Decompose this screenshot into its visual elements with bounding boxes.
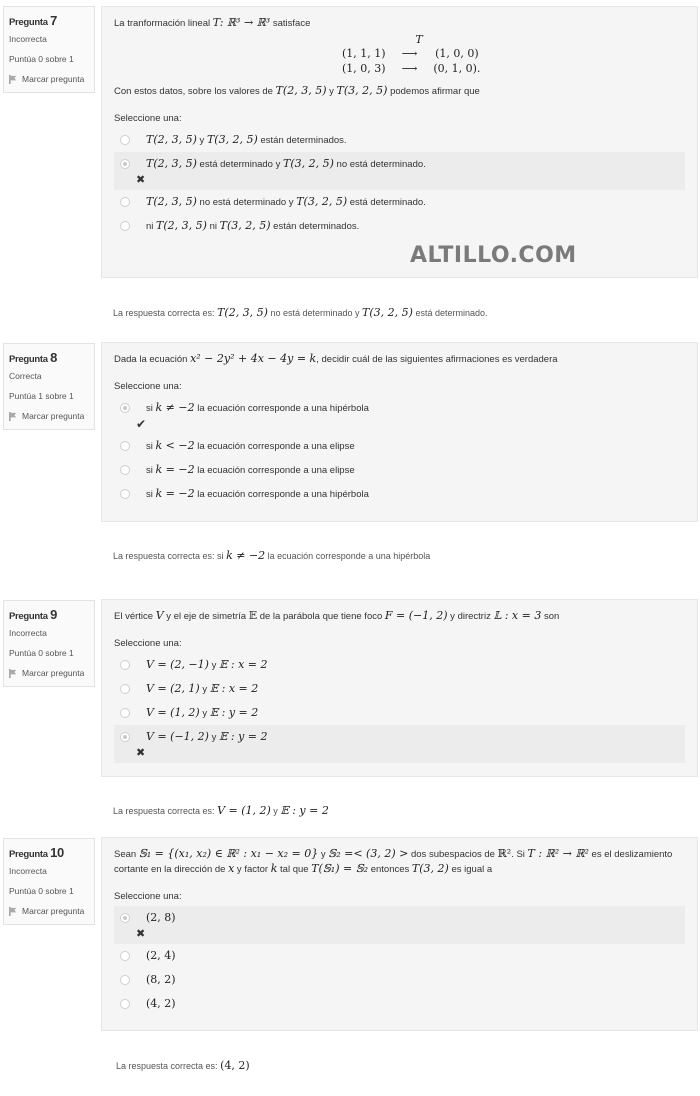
q8-right-answer: La respuesta correcta es: si k ≠ −2 la ecuación corresponde a una hipérbola — [113, 549, 431, 562]
q8-option-b[interactable]: si k < −2 la ecuación corresponde a una elipse — [114, 434, 685, 458]
radio-button[interactable] — [120, 684, 130, 694]
q8-option-a[interactable]: si k ≠ −2 la ecuación corresponde a una hipérbola ✔ — [114, 396, 685, 434]
q7-number: Pregunta 7 — [9, 13, 58, 28]
radio-button[interactable] — [120, 660, 130, 670]
q10-option-d[interactable]: (4, 2) — [114, 992, 685, 1016]
q7-text: La tranformación lineal T: ℝ³ → ℝ³ satisface — [114, 16, 311, 29]
q7-mapping-table: T (1, 1, 1) ⟶ (1, 0, 0) (1, 0, 3) ⟶ (0, 1, 0). — [334, 33, 504, 76]
q8-option-c[interactable]: si k = −2 la ecuación corresponde a una elipse — [114, 458, 685, 482]
q9-option-c[interactable]: V = (1, 2) y 𝔼 : y = 2 — [114, 701, 685, 725]
q8-formulation — [101, 342, 698, 522]
q7-state: Incorrecta — [9, 34, 47, 44]
q9-right-answer: La respuesta correcta es: V = (1, 2) y 𝔼 : y = 2 — [113, 804, 329, 817]
radio-button[interactable] — [120, 441, 130, 451]
q7-option-b[interactable]: T(2, 3, 5) está determinado y T(3, 2, 5) no está determinado. ✖ — [114, 152, 685, 190]
q10-text: Sean 𝕊₁ = {(x₁, x₂) ∈ ℝ² : x₁ − x₂ = 0} y 𝕊₂ =< (3, 2) > dos subespacios de ℝ². Si T : ℝ² → ℝ² es el deslizamiento cortante en la dirección de x y factor k tal que T(𝕊₁) = 𝕊₂ entonces T(3, 2) es igual a — [114, 847, 673, 875]
q8-state: Correcta — [9, 371, 42, 381]
q7-flag-button[interactable] — [9, 74, 90, 84]
radio-button[interactable] — [120, 221, 130, 231]
radio-button[interactable] — [120, 999, 130, 1009]
incorrect-icon: ✖ — [136, 746, 146, 759]
radio-button[interactable] — [120, 197, 130, 207]
q7-option-d[interactable]: ni T(2, 3, 5) ni T(3, 2, 5) están determinados. — [114, 214, 685, 238]
q9-prompt: Seleccione una: — [114, 638, 182, 649]
q10-state: Incorrecta — [9, 866, 47, 876]
q7-text2: Con estos datos, sobre los valores de T(2, 3, 5) y T(3, 2, 5) podemos afirmar que — [114, 84, 480, 97]
q8-text: Dada la ecuación x² − 2y² + 4x − 4y = k, decidir cuál de las siguientes afirmaciones es verdadera — [114, 352, 558, 365]
q8-prompt: Seleccione una: — [114, 381, 182, 392]
q7-option-a[interactable]: T(2, 3, 5) y T(3, 2, 5) están determinados. — [114, 128, 685, 152]
flag-icon — [9, 907, 18, 916]
radio-button-checked[interactable] — [120, 159, 130, 169]
q9-text: El vértice V y el eje de simetría 𝔼 de la parábola que tiene foco F = (−1, 2) y directriz 𝕃 : x = 3 son — [114, 609, 560, 622]
q9-option-a[interactable]: V = (2, −1) y 𝔼 : x = 2 — [114, 653, 685, 677]
q10-grade: Puntúa 0 sobre 1 — [9, 886, 74, 896]
q8-number: Pregunta 8 — [9, 350, 58, 365]
q7-mapping-header: T — [415, 33, 423, 46]
incorrect-icon: ✖ — [136, 927, 146, 940]
q10-prompt: Seleccione una: — [114, 891, 182, 902]
q10-option-c[interactable]: (8, 2) — [114, 968, 685, 992]
q7-right-answer: La respuesta correcta es: T(2, 3, 5) no está determinado y T(3, 2, 5) está determinado. — [113, 306, 488, 319]
correct-check-icon: ✔ — [136, 417, 147, 431]
radio-button-checked[interactable] — [120, 732, 130, 742]
flag-icon — [9, 412, 18, 421]
q9-flag-button[interactable] — [9, 668, 90, 678]
q8-flag-button[interactable] — [9, 411, 90, 421]
q9-grade: Puntúa 0 sobre 1 — [9, 648, 74, 658]
q7-formulation — [101, 6, 698, 278]
q10-flag-button[interactable] — [9, 906, 90, 916]
q8-option-d[interactable]: si k = −2 la ecuación corresponde a una hipérbola — [114, 482, 685, 506]
radio-button-checked[interactable] — [120, 913, 130, 923]
watermark: ALTILLO.COM — [410, 243, 577, 268]
q7-grade: Puntúa 0 sobre 1 — [9, 54, 74, 64]
q8-grade: Puntúa 1 sobre 1 — [9, 391, 74, 401]
radio-button[interactable] — [120, 135, 130, 145]
q9-option-b[interactable]: V = (2, 1) y 𝔼 : x = 2 — [114, 677, 685, 701]
q9-number: Pregunta 9 — [9, 607, 58, 622]
q7-flag-label: Marcar pregunta — [22, 74, 85, 84]
radio-button[interactable] — [120, 951, 130, 961]
q10-info — [3, 838, 95, 925]
q7-prompt: Seleccione una: — [114, 113, 182, 124]
q9-option-d[interactable]: V = (−1, 2) y 𝔼 : y = 2 ✖ — [114, 725, 685, 763]
q10-flag-label: Marcar pregunta — [22, 906, 85, 916]
q9-info — [3, 600, 95, 687]
radio-button[interactable] — [120, 489, 130, 499]
q9-flag-label: Marcar pregunta — [22, 668, 85, 678]
q10-number: Pregunta 10 — [9, 845, 64, 860]
q7-option-c[interactable]: T(2, 3, 5) no está determinado y T(3, 2, 5) está determinado. — [114, 190, 685, 214]
q8-flag-label: Marcar pregunta — [22, 411, 85, 421]
radio-button[interactable] — [120, 975, 130, 985]
q10-option-a[interactable]: (2, 8) ✖ — [114, 906, 685, 944]
flag-icon — [9, 669, 18, 678]
q7-info — [3, 6, 95, 93]
radio-button[interactable] — [120, 708, 130, 718]
q9-state: Incorrecta — [9, 628, 47, 638]
q10-right-answer: La respuesta correcta es: (4, 2) — [116, 1059, 250, 1072]
q9-formulation — [101, 599, 698, 777]
incorrect-icon: ✖ — [136, 173, 146, 186]
flag-icon — [9, 75, 18, 84]
radio-button[interactable] — [120, 465, 130, 475]
radio-button-checked[interactable] — [120, 403, 130, 413]
q10-formulation — [101, 837, 698, 1031]
q8-info — [3, 343, 95, 430]
q10-option-b[interactable]: (2, 4) — [114, 944, 685, 968]
